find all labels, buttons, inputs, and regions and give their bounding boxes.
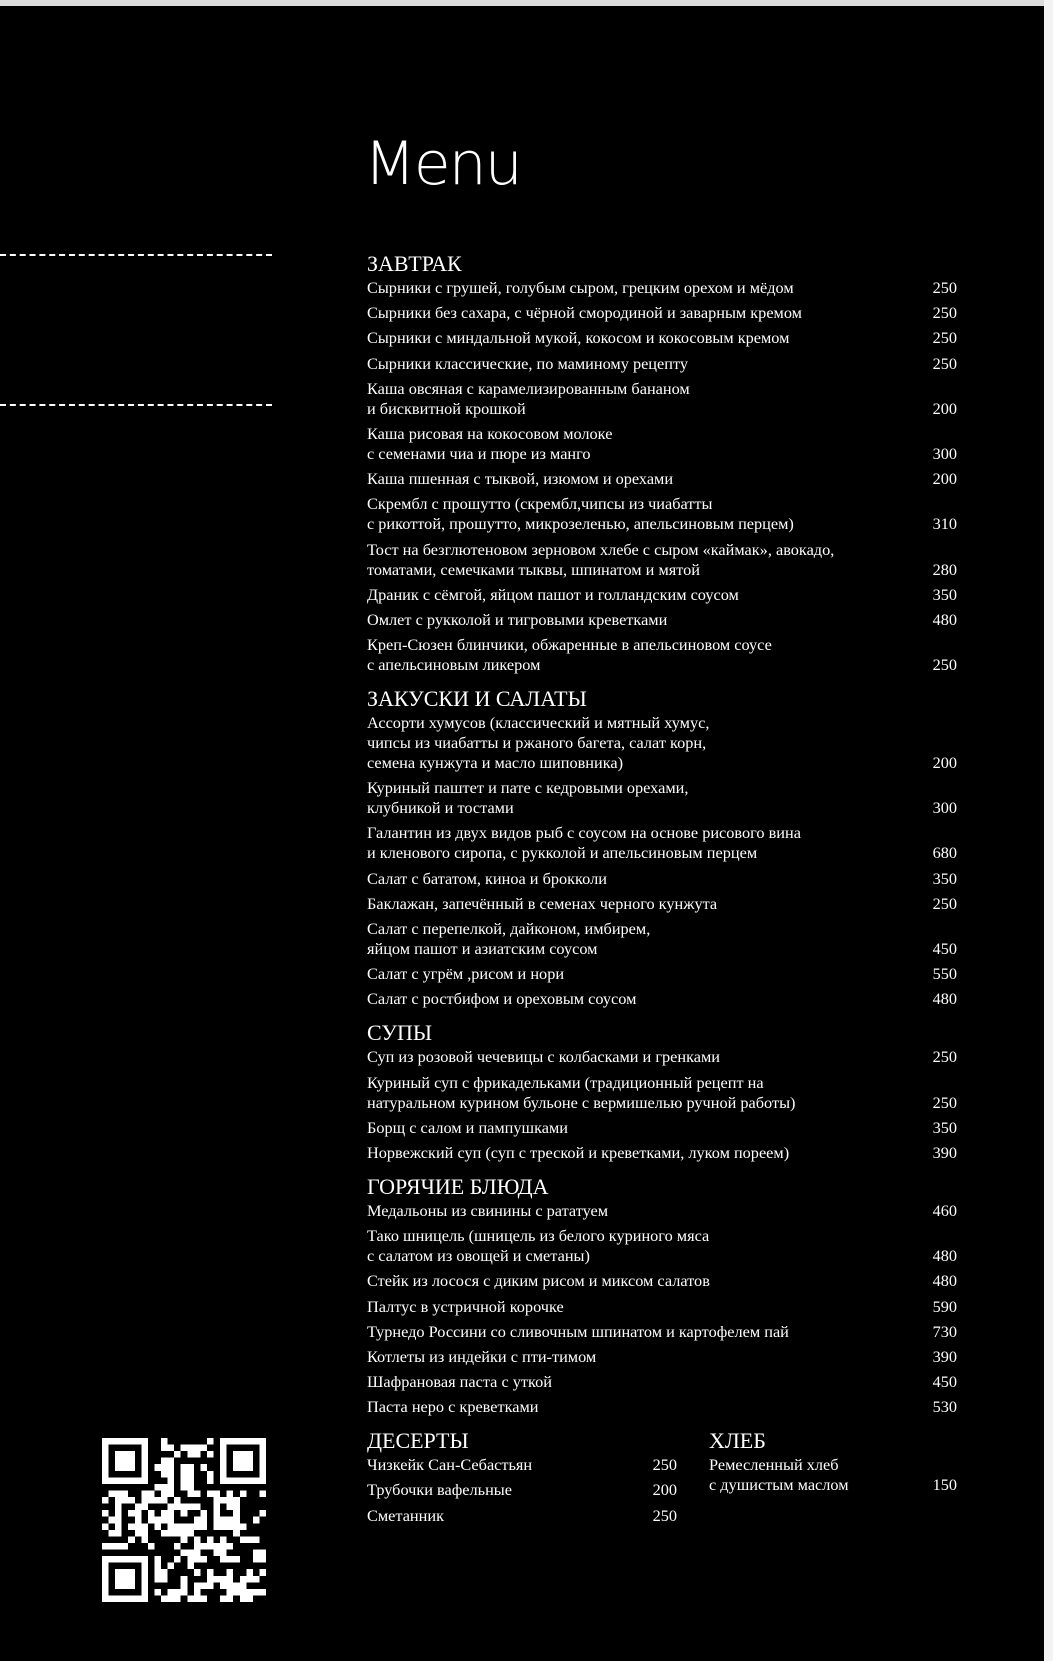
section-title: СУПЫ: [367, 1020, 433, 1046]
item-name: Сырники с миндальной мукой, кокосом и кокосовым кремом: [367, 328, 790, 348]
item-name: Каша пшенная с тыквой, изюмом и орехами: [367, 469, 674, 489]
item-price: 390: [932, 1142, 957, 1162]
item-name: Баклажан, запечённый в семенах черного кунжута: [367, 893, 718, 913]
item-price: 200: [932, 469, 957, 489]
decorative-dashed-line: [0, 254, 272, 256]
item-price: 480: [932, 1271, 957, 1291]
menu-item: [367, 1226, 957, 1266]
item-price: 150: [932, 1475, 957, 1495]
item-name: Стейк из лосося с диким рисом и миксом салатов: [367, 1271, 710, 1291]
desserts-section: [367, 1427, 677, 1531]
menu-item: [367, 894, 957, 914]
menu-item: [367, 328, 957, 348]
item-name: Суп из розовой чечевицы с колбасками и гренками: [367, 1047, 720, 1067]
menu-item: [367, 1397, 957, 1417]
item-price: 530: [932, 1397, 957, 1417]
item-price: 590: [932, 1296, 957, 1316]
item-name: Креп-Сюзен блинчики, обжаренные в апельсиновом соусе с апельсиновым ликером: [367, 635, 772, 675]
item-name: Салат с угрём ,рисом и нори: [367, 964, 565, 984]
item-name: Ремесленный хлеб с душистым маслом: [709, 1455, 849, 1495]
item-name: Галантин из двух видов рыб с соусом на основе рисового вина и кленового сиропа, с рукколой и апельсиновым перцем: [367, 823, 801, 863]
section-title: ГОРЯЧИЕ БЛЮДА: [367, 1173, 549, 1199]
item-price: 250: [932, 353, 957, 373]
item-price: 300: [932, 798, 957, 818]
item-name: Драник с сёмгой, яйцом пашот и голландским соусом: [367, 584, 739, 604]
menu-item: [367, 1322, 957, 1342]
bottom-row: [367, 1427, 957, 1541]
item-name: Каша рисовая на кокосовом молоке с семенами чиа и пюре из манго: [367, 423, 613, 463]
menu-item: [367, 919, 957, 959]
menu-item: [367, 1118, 957, 1138]
menu-section: [367, 1173, 957, 1417]
menu-item: [367, 778, 957, 818]
menu-item: [367, 1271, 957, 1291]
item-name: Ассорти хумусов (классический и мятный хумус, чипсы из чиабатты и ржаного багета, салат корн, семена кунжута и масло шиповника): [367, 713, 710, 773]
section-items: [367, 1201, 957, 1417]
item-name: Сырники с грушей, голубым сыром, грецким орехом и мёдом: [367, 278, 794, 297]
item-name: Шафрановая паста с уткой: [367, 1372, 552, 1392]
item-price: 300: [932, 443, 957, 463]
menu-item: [367, 585, 957, 605]
menu-item: [367, 1372, 957, 1392]
item-name: Тост на безглютеновом зерновом хлебе с сыром «каймак», авокадо, томатами, семечками тыквы, шпинатом и мятой: [367, 539, 835, 579]
item-price: 250: [932, 303, 957, 323]
menu-item: [367, 303, 957, 323]
section-title: ЗАКУСКИ И САЛАТЫ: [367, 686, 587, 712]
item-price: 280: [932, 559, 957, 579]
item-price: 250: [932, 655, 957, 675]
decorative-dashed-line: [0, 404, 272, 406]
menu-item: [367, 469, 957, 489]
section-title: ЗАВТРАК: [367, 251, 462, 276]
item-name: Борщ с салом и пампушками: [367, 1117, 568, 1137]
item-name: Омлет с рукколой и тигровыми креветками: [367, 609, 668, 629]
item-name: Котлеты из индейки с пти-тимом: [367, 1346, 597, 1366]
item-price: 450: [932, 1372, 957, 1392]
item-price: 680: [932, 843, 957, 863]
menu-item: [367, 1480, 677, 1500]
menu-item: [367, 1297, 957, 1317]
item-name: Салат с ростбифом и ореховым соусом: [367, 989, 637, 1009]
menu-item: [367, 379, 957, 419]
menu-item: [367, 354, 957, 374]
item-price: 480: [932, 1246, 957, 1266]
item-name: Куриный паштет и пате с кедровыми орехами, клубникой и тостами: [367, 778, 689, 818]
item-name: Скрембл с прошутто (скрембл,чипсы из чиабатты с рикоттой, прошутто, микрозеленью, апельсиновым перцем): [367, 494, 794, 534]
item-price: 480: [932, 989, 957, 1009]
item-price: 450: [932, 939, 957, 958]
menu-item: [367, 823, 957, 863]
menu-item: [367, 1347, 957, 1367]
item-price: 200: [932, 753, 957, 773]
menu-item: [367, 635, 957, 675]
item-price: 250: [652, 1455, 677, 1475]
menu-item: [367, 610, 957, 630]
item-name: Медальоны из свинины с рататуем: [367, 1200, 609, 1220]
section-items: [367, 278, 957, 675]
item-price: 250: [932, 1047, 957, 1067]
item-name: Норвежский суп (суп с треской и креветками, луком пореем): [367, 1142, 790, 1162]
item-price: 200: [932, 398, 957, 418]
menu-item: [367, 964, 957, 984]
item-price: 390: [932, 1346, 957, 1366]
menu-item: [367, 1201, 957, 1221]
menu-sheet: [0, 6, 1044, 1661]
menu-item: [367, 424, 957, 464]
section-items: [367, 1047, 957, 1163]
menu-section: [367, 1019, 957, 1163]
bread-section: [709, 1427, 957, 1531]
item-name: Сырники без сахара, с чёрной смородиной и заварным кремом: [367, 303, 802, 323]
bread-list: [709, 1455, 957, 1495]
item-price: 350: [932, 868, 957, 888]
menu-item: [367, 1455, 677, 1475]
item-name: Куриный суп с фрикадельками (традиционный рецепт на натуральном курином бульоне с вермишелью ручной работы): [367, 1072, 796, 1112]
item-price: 250: [652, 1505, 677, 1525]
item-name: Чизкейк Сан-Себастьян: [367, 1455, 533, 1475]
item-name: Каша овсяная с карамелизированным бананом и бисквитной крошкой: [367, 378, 690, 418]
menu-item: [367, 1143, 957, 1163]
qr-code-icon: [102, 1438, 266, 1602]
menu-item: [367, 1506, 677, 1526]
item-price: 250: [932, 328, 957, 348]
page-title: Menu: [364, 129, 521, 199]
menu-item: [367, 494, 957, 534]
section-title: ХЛЕБ: [709, 1428, 766, 1454]
item-price: 350: [932, 584, 957, 604]
item-price: 730: [932, 1321, 957, 1341]
item-name: Салат с перепелкой, дайконом, имбирем, яйцом пашот и азиатским соусом: [367, 919, 651, 958]
item-name: Паста неро с креветками: [367, 1397, 539, 1417]
desserts-list: [367, 1455, 677, 1525]
item-price: 250: [932, 278, 957, 297]
item-name: Палтус в устричной корочке: [367, 1296, 564, 1316]
item-name: Салат с бататом, киноа и брокколи: [367, 868, 607, 888]
menu-section: [367, 250, 957, 675]
menu-content: [367, 250, 957, 1541]
section-title: ДЕСЕРТЫ: [367, 1428, 469, 1454]
item-price: 350: [932, 1117, 957, 1137]
item-name: Турнедо Россини со сливочным шпинатом и картофелем пай: [367, 1321, 789, 1341]
item-price: 460: [932, 1200, 957, 1220]
item-name: Тако шницель (шницель из белого куриного мяса с салатом из овощей и сметаны): [367, 1226, 710, 1266]
menu-item: [367, 869, 957, 889]
menu-item: [367, 1047, 957, 1067]
menu-item: [367, 1073, 957, 1113]
item-name: Трубочки вафельные: [367, 1480, 512, 1500]
item-name: Сырники классические, по маминому рецепту: [367, 353, 688, 373]
menu-item: [367, 989, 957, 1009]
menu-section: [367, 685, 957, 1009]
item-price: 200: [652, 1480, 677, 1500]
menu-item: [367, 713, 957, 773]
section-items: [367, 713, 957, 1009]
item-price: 250: [932, 1092, 957, 1112]
item-price: 480: [932, 609, 957, 629]
item-price: 250: [932, 893, 957, 913]
menu-item: [367, 540, 957, 580]
item-price: 310: [932, 514, 957, 534]
item-name: Сметанник: [367, 1505, 444, 1525]
menu-sections: [367, 250, 957, 1417]
page-right-edge: [1044, 0, 1053, 1661]
item-price: 550: [932, 964, 957, 984]
menu-item: [367, 278, 957, 298]
menu-item: [709, 1455, 957, 1495]
